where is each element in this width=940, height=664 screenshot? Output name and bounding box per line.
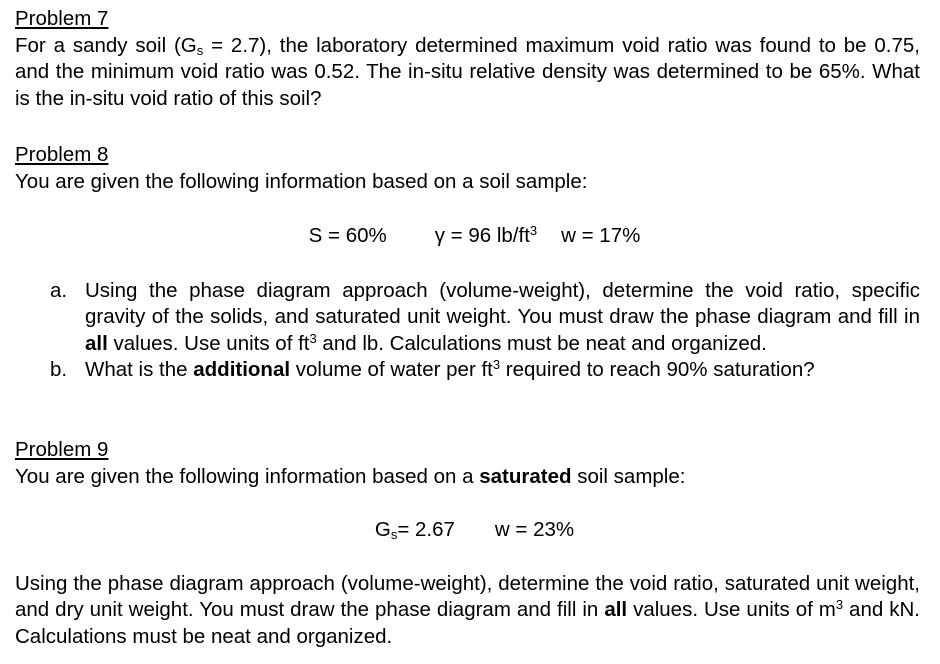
- problem-8-given-values: [15, 223, 920, 250]
- problem-9-title: Problem 9: [15, 438, 109, 461]
- part-b: b. What is the additional volume of water per $ft^3$ required to reach 90% saturation?: [50, 357, 815, 381]
- problem-9-given-values: [15, 517, 920, 544]
- problem-7-title: Problem 7: [15, 7, 109, 30]
- saturation-value: S = 60%: [308, 224, 387, 247]
- problem-8-intro: You are given the following information based on a soil sample:: [15, 169, 588, 193]
- specific-gravity-value: $G_s= 2.67$: [374, 518, 455, 542]
- water-content-value: w = 23%: [494, 518, 575, 541]
- problem-7-text: For a sandy soil $(G_s = 2.7)$, the laboratory determined maximum void ratio was found to be 0.75, and the minimum void ratio was 0.52. The in-situ relative density was determined to be 65%. What is the in-situ void ratio of this soil?: [15, 33, 920, 110]
- problem-8-title: Problem 8: [15, 143, 109, 166]
- unit-weight-value: γ = 96 $lb/ft^3$: [434, 223, 538, 247]
- problem-8-parts: [15, 278, 920, 384]
- problem-8: [15, 142, 920, 384]
- problem-9: [15, 437, 920, 650]
- problem-7: [15, 6, 920, 112]
- problem-9-text: Using the phase diagram approach (volume-weight), determine the void ratio, saturated unit weight, and dry unit weight. You must draw the phase diagram and fill in all values. Use units of $m^3$ and kN. Calculations must be neat and organized.: [15, 571, 920, 648]
- water-content-value: w = 17%: [561, 224, 641, 247]
- problem-9-intro: You are given the following information based on a saturated soil sample:: [15, 464, 686, 488]
- part-a: a. Using the phase diagram approach (volume-weight), determine the void ratio, specific gravity of the solids, and saturated unit weight. You must draw the phase diagram and fill in all values. Use units of $ft^3$ and lb. Calculations must be neat and organized.: [50, 278, 920, 355]
